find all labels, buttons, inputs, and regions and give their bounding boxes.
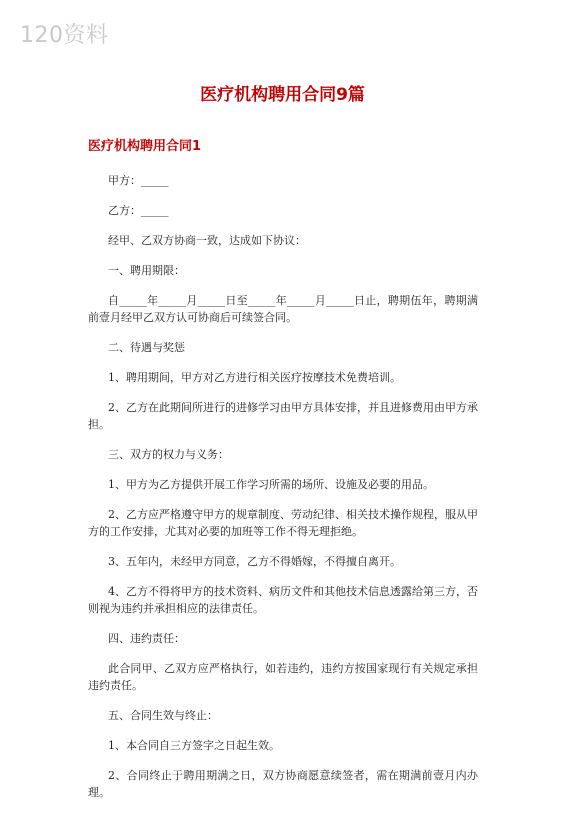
rights-item-2: 2、乙方应严格遵守甲方的规章制度、劳动纪律、相关技术操作规程，服从甲方的工作安排，尤其对必要的加班等工作不得无理拒绝。: [88, 508, 478, 538]
watermark: 120资料: [20, 23, 109, 48]
party-a-line: 甲方：_____: [108, 174, 169, 187]
document-title: 医疗机构聘用合同9篇: [200, 85, 365, 105]
effect-item-2: 2、合同终止于聘用期满之日，双方协商愿意续签者，需在期满前壹月内办理。: [88, 769, 478, 799]
party-b-line: 乙方：_____: [108, 204, 169, 217]
heading-effect: 五、合同生效与终止：: [108, 709, 218, 722]
rights-item-4: 4、乙方不得将甲方的技术资料、病历文件和其他技术信息透露给第三方，否则视为违约并承担相应的法律责任。: [88, 585, 478, 615]
term-paragraph: 自_____年_____月_____日至_____年_____月_____日止，聘期伍年，聘期满前壹月经甲乙双方认可协商后可续签合同。: [88, 294, 478, 324]
contract-body: [88, 172, 478, 814]
section-title: 医疗机构聘用合同1: [88, 139, 202, 154]
rights-item-3: 3、五年内，未经甲方同意，乙方不得婚嫁，不得擅自离开。: [108, 555, 401, 568]
effect-item-1: 1、本合同自三方签字之日起生效。: [108, 739, 280, 752]
benefits-item-2: 2、乙方在此期间所进行的进修学习由甲方具体安排，并且进修费用由甲方承担。: [88, 401, 478, 431]
agreement-intro: 经甲、乙双方协商一致，达成如下协议：: [108, 234, 306, 247]
heading-term: 一、聘用期限：: [108, 264, 185, 277]
breach-paragraph: 此合同甲、乙双方应严格执行，如若违约，违约方按国家现行有关规定承担违约责任。: [88, 662, 478, 692]
rights-item-1: 1、甲方为乙方提供开展工作学习所需的场所、设施及必要的用品。: [108, 478, 434, 491]
heading-benefits: 二、待遇与奖惩: [108, 341, 185, 354]
heading-rights: 三、双方的权力与义务：: [108, 448, 229, 461]
heading-breach: 四、违约责任：: [108, 632, 185, 645]
benefits-item-1: 1、聘用期间，甲方对乙方进行相关医疗按摩技术免费培训。: [108, 371, 401, 384]
